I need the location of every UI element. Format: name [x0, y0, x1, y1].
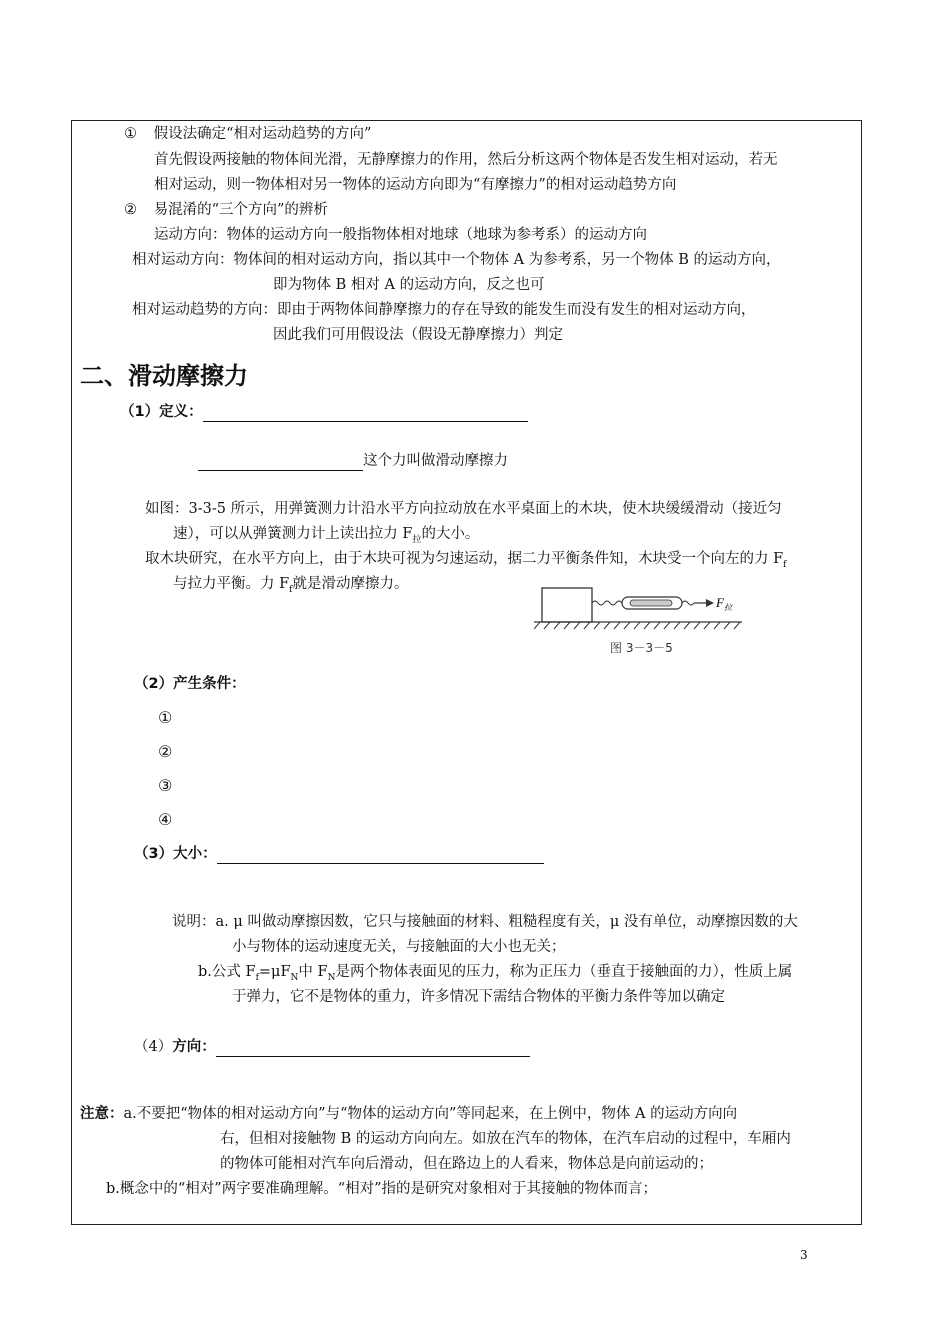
attention-label: 注意： — [80, 1106, 124, 1122]
figure-spring-scale — [534, 585, 744, 657]
note-b-1a: b.公式 F — [198, 964, 256, 980]
example-sub-f: f — [783, 559, 787, 570]
example-line-2b: 的大小。 — [421, 526, 480, 542]
attention-line-1 — [80, 1104, 737, 1124]
attention-line-3: 的物体可能相对汽车向后滑动，但在路边上的人看来，物体总是向前运动的； — [220, 1156, 713, 1172]
item1-body-1: 首先假设两接触的物体间光滑，无静摩擦力的作用，然后分析这两个物体是否发生相对运动，若无 — [154, 152, 778, 168]
example-line-4 — [173, 574, 409, 600]
item2-marker: ② — [124, 202, 137, 218]
item1-marker: ① — [124, 126, 137, 142]
direction-number: （4） — [134, 1039, 173, 1055]
direction-blank[interactable] — [216, 1040, 530, 1057]
dir-trend-1: 相对运动趋势的方向：即由于两物体间静摩擦力的存在导致的能发生而没有发生的相对运动方向， — [132, 302, 756, 318]
item2-heading — [124, 200, 328, 220]
wooden-block — [542, 588, 592, 622]
note-a-line-2: 小与物体的运动速度无关，与接触面的大小也无关； — [232, 939, 566, 955]
example-line-4b: 就是滑动摩擦力。 — [292, 576, 409, 592]
attention-a-1: a.不要把“物体的相对运动方向”与“物体的运动方向”等同起来，在上例中，物体 A 的运动方向向 — [123, 1106, 738, 1122]
note-b-line-1 — [198, 962, 792, 988]
page-number: 3 — [800, 1248, 808, 1262]
section-title: 二、滑动摩擦力 — [80, 362, 248, 390]
note-b-line-2: 于弹力，它不是物体的重力，许多情况下需结合物体的平衡力条件等加以确定 — [232, 989, 725, 1005]
attention-line-4: b.概念中的“相对”两字要准确理解。“相对”指的是研究对象相对于其接触的物体而言； — [106, 1181, 658, 1197]
size-row — [134, 844, 544, 864]
example-line-3 — [145, 549, 787, 575]
item1-body-2: 相对运动，则一物体相对另一物体的运动方向即为“有摩擦力”的相对运动趋势方向 — [154, 177, 677, 193]
note-b-1b: =μF — [258, 964, 291, 980]
note-b-1d: 是两个物体表面见的压力，称为正压力（垂直于接触面的力），性质上属 — [335, 964, 793, 980]
condition-2-marker: ② — [158, 742, 173, 761]
item1-title: 假设法确定“相对运动趋势的方向” — [153, 126, 372, 142]
attention-line-2: 右，但相对接触物 B 的运动方向向左。如放在汽车的物体，在汽车启动的过程中，车厢内 — [220, 1131, 791, 1147]
note-b-1c: 中 F — [298, 964, 328, 980]
dir-motion: 运动方向：物体的运动方向一般指物体相对地球（地球为参考系）的运动方向 — [154, 227, 647, 243]
spring-loop — [682, 601, 694, 605]
spring-hook — [592, 601, 622, 605]
definition-blank[interactable] — [203, 405, 528, 422]
dir-trend-2: 因此我们可用假设法（假设无静摩擦力）判定 — [273, 327, 563, 343]
force-label: $F_拉$ — [716, 595, 732, 612]
item2-title: 易混淆的“三个方向”的辨析 — [153, 202, 328, 218]
direction-row — [134, 1037, 530, 1057]
conditions-label: （2）产生条件： — [134, 676, 246, 692]
definition-tail-row — [198, 451, 508, 471]
table-hatching — [534, 622, 740, 629]
definition-blank-2[interactable] — [198, 454, 363, 471]
direction-label: 方向： — [172, 1039, 216, 1055]
definition-tail: 这个力叫做滑动摩擦力 — [363, 453, 508, 469]
example-line-2a: 速），可以从弹簧测力计上读出拉力 F — [173, 526, 413, 542]
example-sub-f2: f — [289, 584, 293, 595]
note-b-sub3: N — [327, 972, 336, 983]
definition-row — [120, 402, 528, 422]
definition-label: （1）定义： — [120, 404, 203, 420]
note-b-sub2: N — [290, 972, 299, 983]
example-line-2 — [173, 524, 479, 550]
force-arrow-head — [706, 599, 714, 607]
figure-caption: 图 3－3－5 — [610, 641, 673, 655]
condition-4-marker: ④ — [158, 810, 173, 829]
example-line-3a: 取木块研究，在水平方向上，由于木块可视为匀速运动，据二力平衡条件知，木块受一个向左的力 F — [145, 551, 784, 567]
example-sub-la: 拉 — [412, 534, 422, 545]
spring-scale-dial — [630, 600, 672, 606]
note-b-sub1: f — [255, 972, 259, 983]
dir-relative-2: 即为物体 B 相对 A 的运动方向，反之也可 — [273, 277, 545, 293]
condition-1-marker: ① — [158, 708, 173, 727]
dir-relative-1: 相对运动方向：物体间的相对运动方向，指以其中一个物体 A 为参考系，另一个物体 B 的运动方向， — [132, 252, 781, 268]
example-line-1: 如图：3-3-5 所示，用弹簧测力计沿水平方向拉动放在水平桌面上的木块，使木块缓缓滑动（接近匀 — [145, 501, 782, 517]
note-a-line-1: 说明：a. μ 叫做动摩擦因数，它只与接触面的材料、粗糙程度有关，μ 没有单位，动摩擦因数的大 — [172, 914, 798, 930]
size-blank[interactable] — [217, 847, 544, 864]
condition-3-marker: ③ — [158, 776, 173, 795]
example-line-4a: 与拉力平衡。力 F — [173, 576, 290, 592]
size-label: （3）大小： — [134, 846, 217, 862]
item1-heading — [124, 124, 371, 144]
